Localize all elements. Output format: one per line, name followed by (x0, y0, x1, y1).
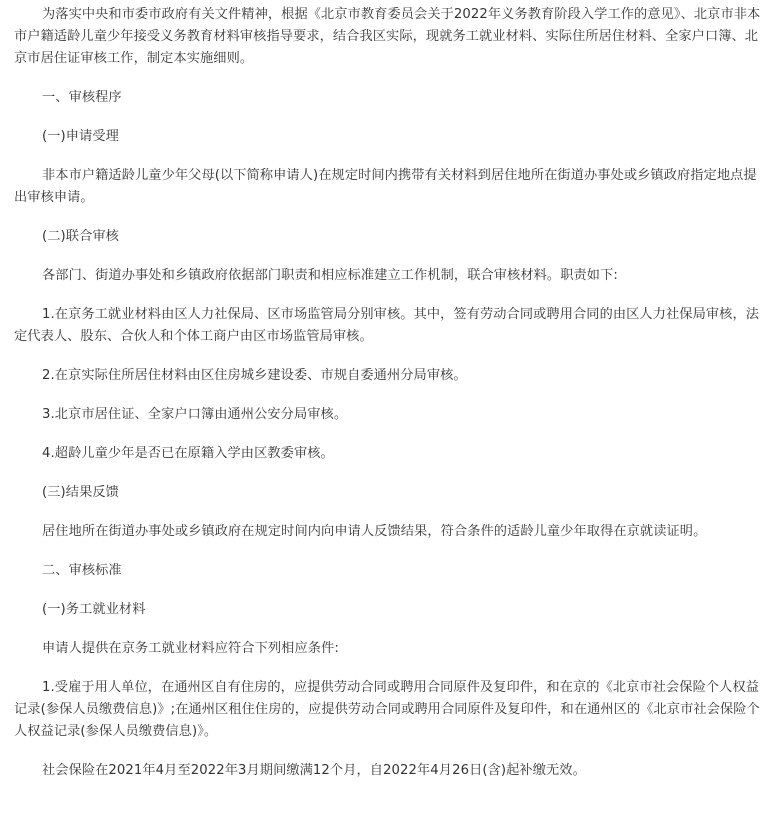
subheading-application: (一)申请受理 (42, 129, 119, 144)
duty-item-4: 4.超龄儿童少年是否已在原籍入学由区教委审核。 (42, 446, 334, 461)
section-heading-review-procedure: 一、审核程序 (42, 90, 122, 105)
social-insurance-paragraph: 社会保险在2021年4月至2022年3月期间缴满12个月，自2022年4月26日(含)起补缴无效。 (42, 763, 586, 778)
duty-item-2: 2.在京实际住所居住材料由区住房城乡建设委、市规自委通州分局审核。 (42, 368, 467, 383)
application-paragraph: 非本市户籍适龄儿童少年父母(以下简称申请人)在规定时间内携带有关材料到居住地所在街道办事处或乡镇政府指定地点提出审核申请。 (14, 168, 757, 205)
article-body (14, 4, 762, 782)
employment-item-1: 1.受雇于用人单位，在通州区自有住房的，应提供劳动合同或聘用合同原件及复印件，和在京的《北京市社会保险个人权益记录(参保人员缴费信息)》;在通州区租住住房的，应提供劳动合同或聘用合同原件及复印件，和在通州区的《北京市社会保险个人权益记录(参保人员缴费信息)》。 (14, 680, 760, 739)
joint-review-paragraph: 各部门、街道办事处和乡镇政府依据部门职责和相应标准建立工作机制，联合审核材料。职责如下: (42, 268, 618, 283)
section-heading-review-standards: 二、审核标准 (42, 563, 122, 578)
subheading-feedback: (三)结果反馈 (42, 485, 119, 500)
feedback-paragraph: 居住地所在街道办事处或乡镇政府在规定时间内向申请人反馈结果，符合条件的适龄儿童少年取得在京就读证明。 (42, 524, 707, 539)
subheading-joint-review: (二)联合审核 (42, 229, 119, 244)
subheading-employment-materials: (一)务工就业材料 (42, 602, 146, 617)
employment-intro-paragraph: 申请人提供在京务工就业材料应符合下列相应条件: (42, 641, 339, 656)
intro-paragraph: 为落实中央和市委市政府有关文件精神，根据《北京市教育委员会关于2022年义务教育阶段入学工作的意见》、北京市非本市户籍适龄儿童少年接受义务教育材料审核指导要求，结合我区实际，现就务工就业材料、实际住所居住材料、全家户口簿、北京市居住证审核工作，制定本实施细则。 (14, 7, 761, 66)
duty-item-3: 3.北京市居住证、全家户口簿由通州公安分局审核。 (42, 407, 348, 422)
duty-item-1: 1.在京务工就业材料由区人力社保局、区市场监管局分别审核。其中，签有劳动合同或聘用合同的由区人力社保局审核，法定代表人、股东、合伙人和个体工商户由区市场监管局审核。 (14, 307, 760, 344)
